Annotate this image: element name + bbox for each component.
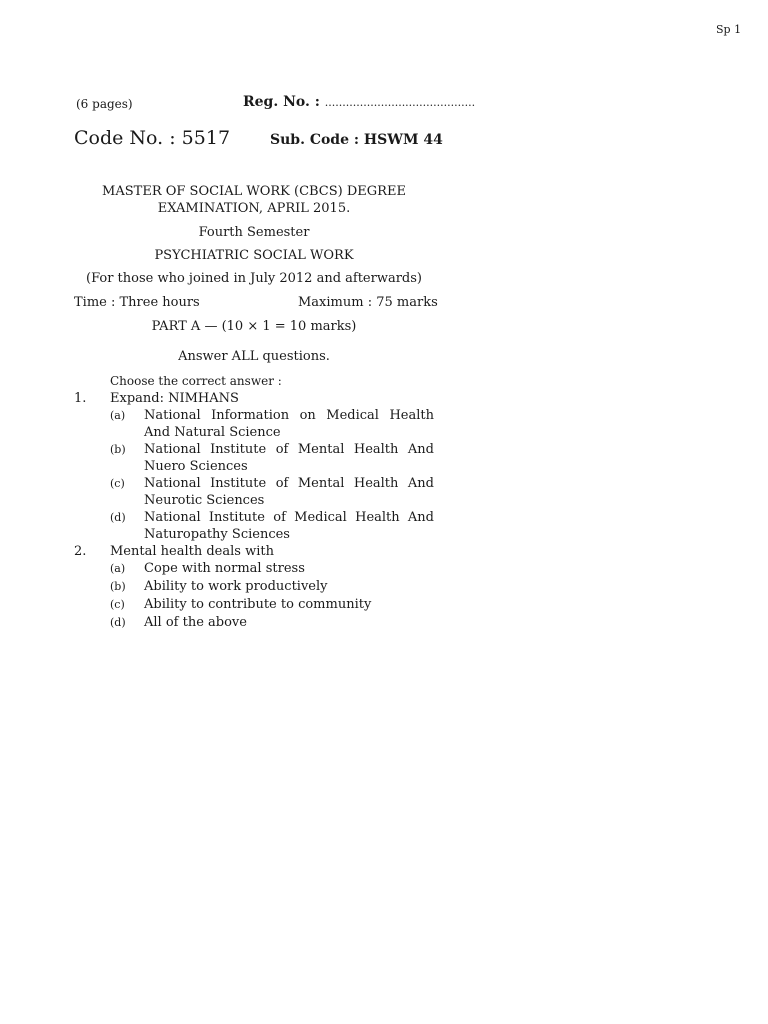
course-title: PSYCHIATRIC SOCIAL WORK bbox=[154, 248, 354, 263]
exam-title-line-2: EXAMINATION, APRIL 2015. bbox=[157, 201, 351, 216]
option-item bbox=[110, 408, 434, 441]
option-label: (c) bbox=[110, 477, 125, 490]
option-text: National Institute of Mental Health And Neurotic Sciences bbox=[144, 476, 434, 508]
question-text: Expand: NIMHANS bbox=[110, 391, 239, 406]
question-number: 1. bbox=[74, 391, 87, 406]
option-item bbox=[110, 579, 434, 596]
page-count: (6 pages) bbox=[76, 97, 133, 111]
question-text: Mental health deals with bbox=[110, 544, 274, 559]
option-label: (b) bbox=[110, 580, 126, 593]
option-text: Ability to work productively bbox=[144, 579, 328, 594]
instruction: Answer ALL questions. bbox=[178, 349, 330, 364]
time-allowed: Time : Three hours bbox=[74, 295, 200, 310]
option-item bbox=[110, 561, 434, 578]
option-text: National Institute of Mental Health And Nuero Sciences bbox=[144, 442, 434, 474]
reg-no-label: Reg. No. : bbox=[243, 94, 320, 110]
option-item bbox=[110, 597, 434, 614]
option-item bbox=[110, 442, 434, 475]
code-no: Code No. : 5517 bbox=[74, 127, 231, 149]
option-item bbox=[110, 615, 434, 632]
applicability-note: (For those who joined in July 2012 and afterwards) bbox=[86, 271, 422, 286]
option-item bbox=[110, 476, 434, 509]
option-text: National Information on Medical Health And Natural Science bbox=[144, 408, 434, 440]
exam-title-line-1: MASTER OF SOCIAL WORK (CBCS) DEGREE bbox=[102, 184, 406, 199]
question-number: 2. bbox=[74, 544, 87, 559]
sheet-id: Sp 1 bbox=[716, 23, 742, 36]
option-label: (d) bbox=[110, 616, 126, 629]
option-label: (b) bbox=[110, 443, 126, 456]
option-text: All of the above bbox=[144, 615, 247, 630]
option-text: Ability to contribute to community bbox=[144, 597, 372, 612]
maximum-marks: Maximum : 75 marks bbox=[298, 295, 438, 310]
sub-code: Sub. Code : HSWM 44 bbox=[270, 132, 443, 148]
option-item bbox=[110, 510, 434, 543]
part-heading: PART A — (10 × 1 = 10 marks) bbox=[151, 319, 357, 334]
option-label: (a) bbox=[110, 409, 126, 422]
option-label: (d) bbox=[110, 511, 126, 524]
option-label: (a) bbox=[110, 562, 126, 575]
reg-no-blank: ........................................... bbox=[324, 96, 476, 109]
choose-instruction: Choose the correct answer : bbox=[110, 374, 282, 388]
semester: Fourth Semester bbox=[198, 225, 310, 240]
reg-no bbox=[243, 94, 475, 110]
option-text: National Institute of Medical Health And Naturopathy Sciences bbox=[144, 510, 434, 542]
option-text: Cope with normal stress bbox=[144, 561, 305, 576]
option-label: (c) bbox=[110, 598, 125, 611]
